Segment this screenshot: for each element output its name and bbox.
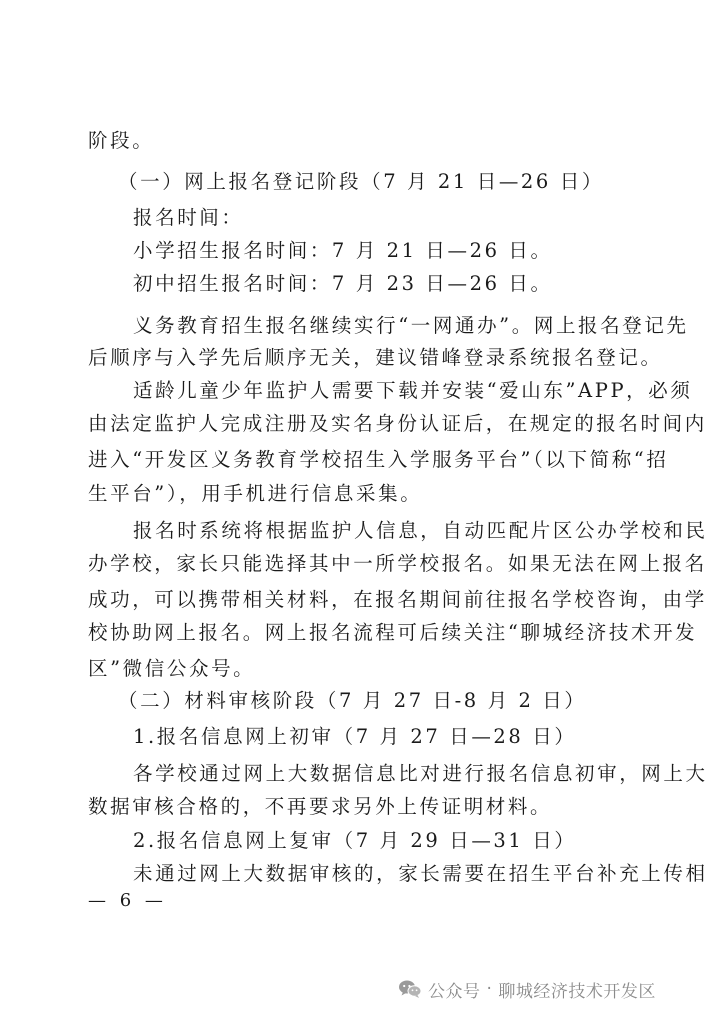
wechat-watermark bbox=[398, 974, 656, 1004]
section-heading: （一）网上报名登记阶段（7 月 21 日—26 日） bbox=[118, 170, 604, 193]
text-line: 小学招生报名时间：7 月 21 日—26 日。 bbox=[133, 239, 553, 262]
subsection-heading: 1.报名信息网上初审（7 月 27 日—28 日） bbox=[133, 725, 577, 748]
text-line: 校协助网上报名。网上报名流程可后续关注“聊城经济技术开发 bbox=[88, 621, 698, 644]
text-line: 区”微信公众号。 bbox=[88, 657, 256, 680]
watermark-account-name: 聊城经济技术开发区 bbox=[498, 981, 656, 1002]
text-line: 义务教育招生报名继续实行“一网通办”。网上报名登记先 bbox=[133, 314, 689, 337]
text-line: 阶段。 bbox=[88, 129, 155, 152]
text-line: 成功，可以携带相关材料，在报名期间前往报名学校咨询，由学 bbox=[88, 588, 707, 611]
text-line: 后顺序与入学先后顺序无关，建议错峰登录系统报名登记。 bbox=[88, 346, 663, 369]
text-line: 数据审核合格的，不再要求另外上传证明材料。 bbox=[88, 795, 553, 818]
text-line: 办学校，家长只能选择其中一所学校报名。如果无法在网上报名 bbox=[88, 552, 707, 575]
watermark-separator: · bbox=[486, 979, 493, 999]
wechat-official-account-icon bbox=[398, 979, 422, 999]
text-line: 初中招生报名时间：7 月 23 日—26 日。 bbox=[133, 272, 553, 295]
text-line: 进入“开发区义务教育学校招生入学服务平台”（以下简称“招 bbox=[88, 448, 669, 471]
text-line: 报名时间： bbox=[133, 206, 244, 229]
text-line: 各学校通过网上大数据信息比对进行报名信息初审，网上大 bbox=[133, 762, 708, 785]
text-line: 适龄儿童少年监护人需要下载并安装“爱山东”APP，必须 bbox=[133, 379, 693, 402]
page-number: — 6 — bbox=[88, 890, 167, 911]
text-line: 未通过网上大数据审核的，家长需要在招生平台补充上传相 bbox=[133, 862, 708, 885]
text-line: 生平台”），用手机进行信息采集。 bbox=[88, 482, 423, 505]
section-heading: （二）材料审核阶段（7 月 27 日-8 月 2 日） bbox=[118, 689, 587, 712]
text-line: 由法定监护人完成注册及实名身份认证后，在规定的报名时间内 bbox=[88, 412, 707, 435]
text-line: 报名时系统将根据监护人信息，自动匹配片区公办学校和民 bbox=[133, 519, 708, 542]
watermark-label: 公众号 bbox=[428, 981, 481, 1002]
subsection-heading: 2.报名信息网上复审（7 月 29 日—31 日） bbox=[133, 829, 577, 852]
